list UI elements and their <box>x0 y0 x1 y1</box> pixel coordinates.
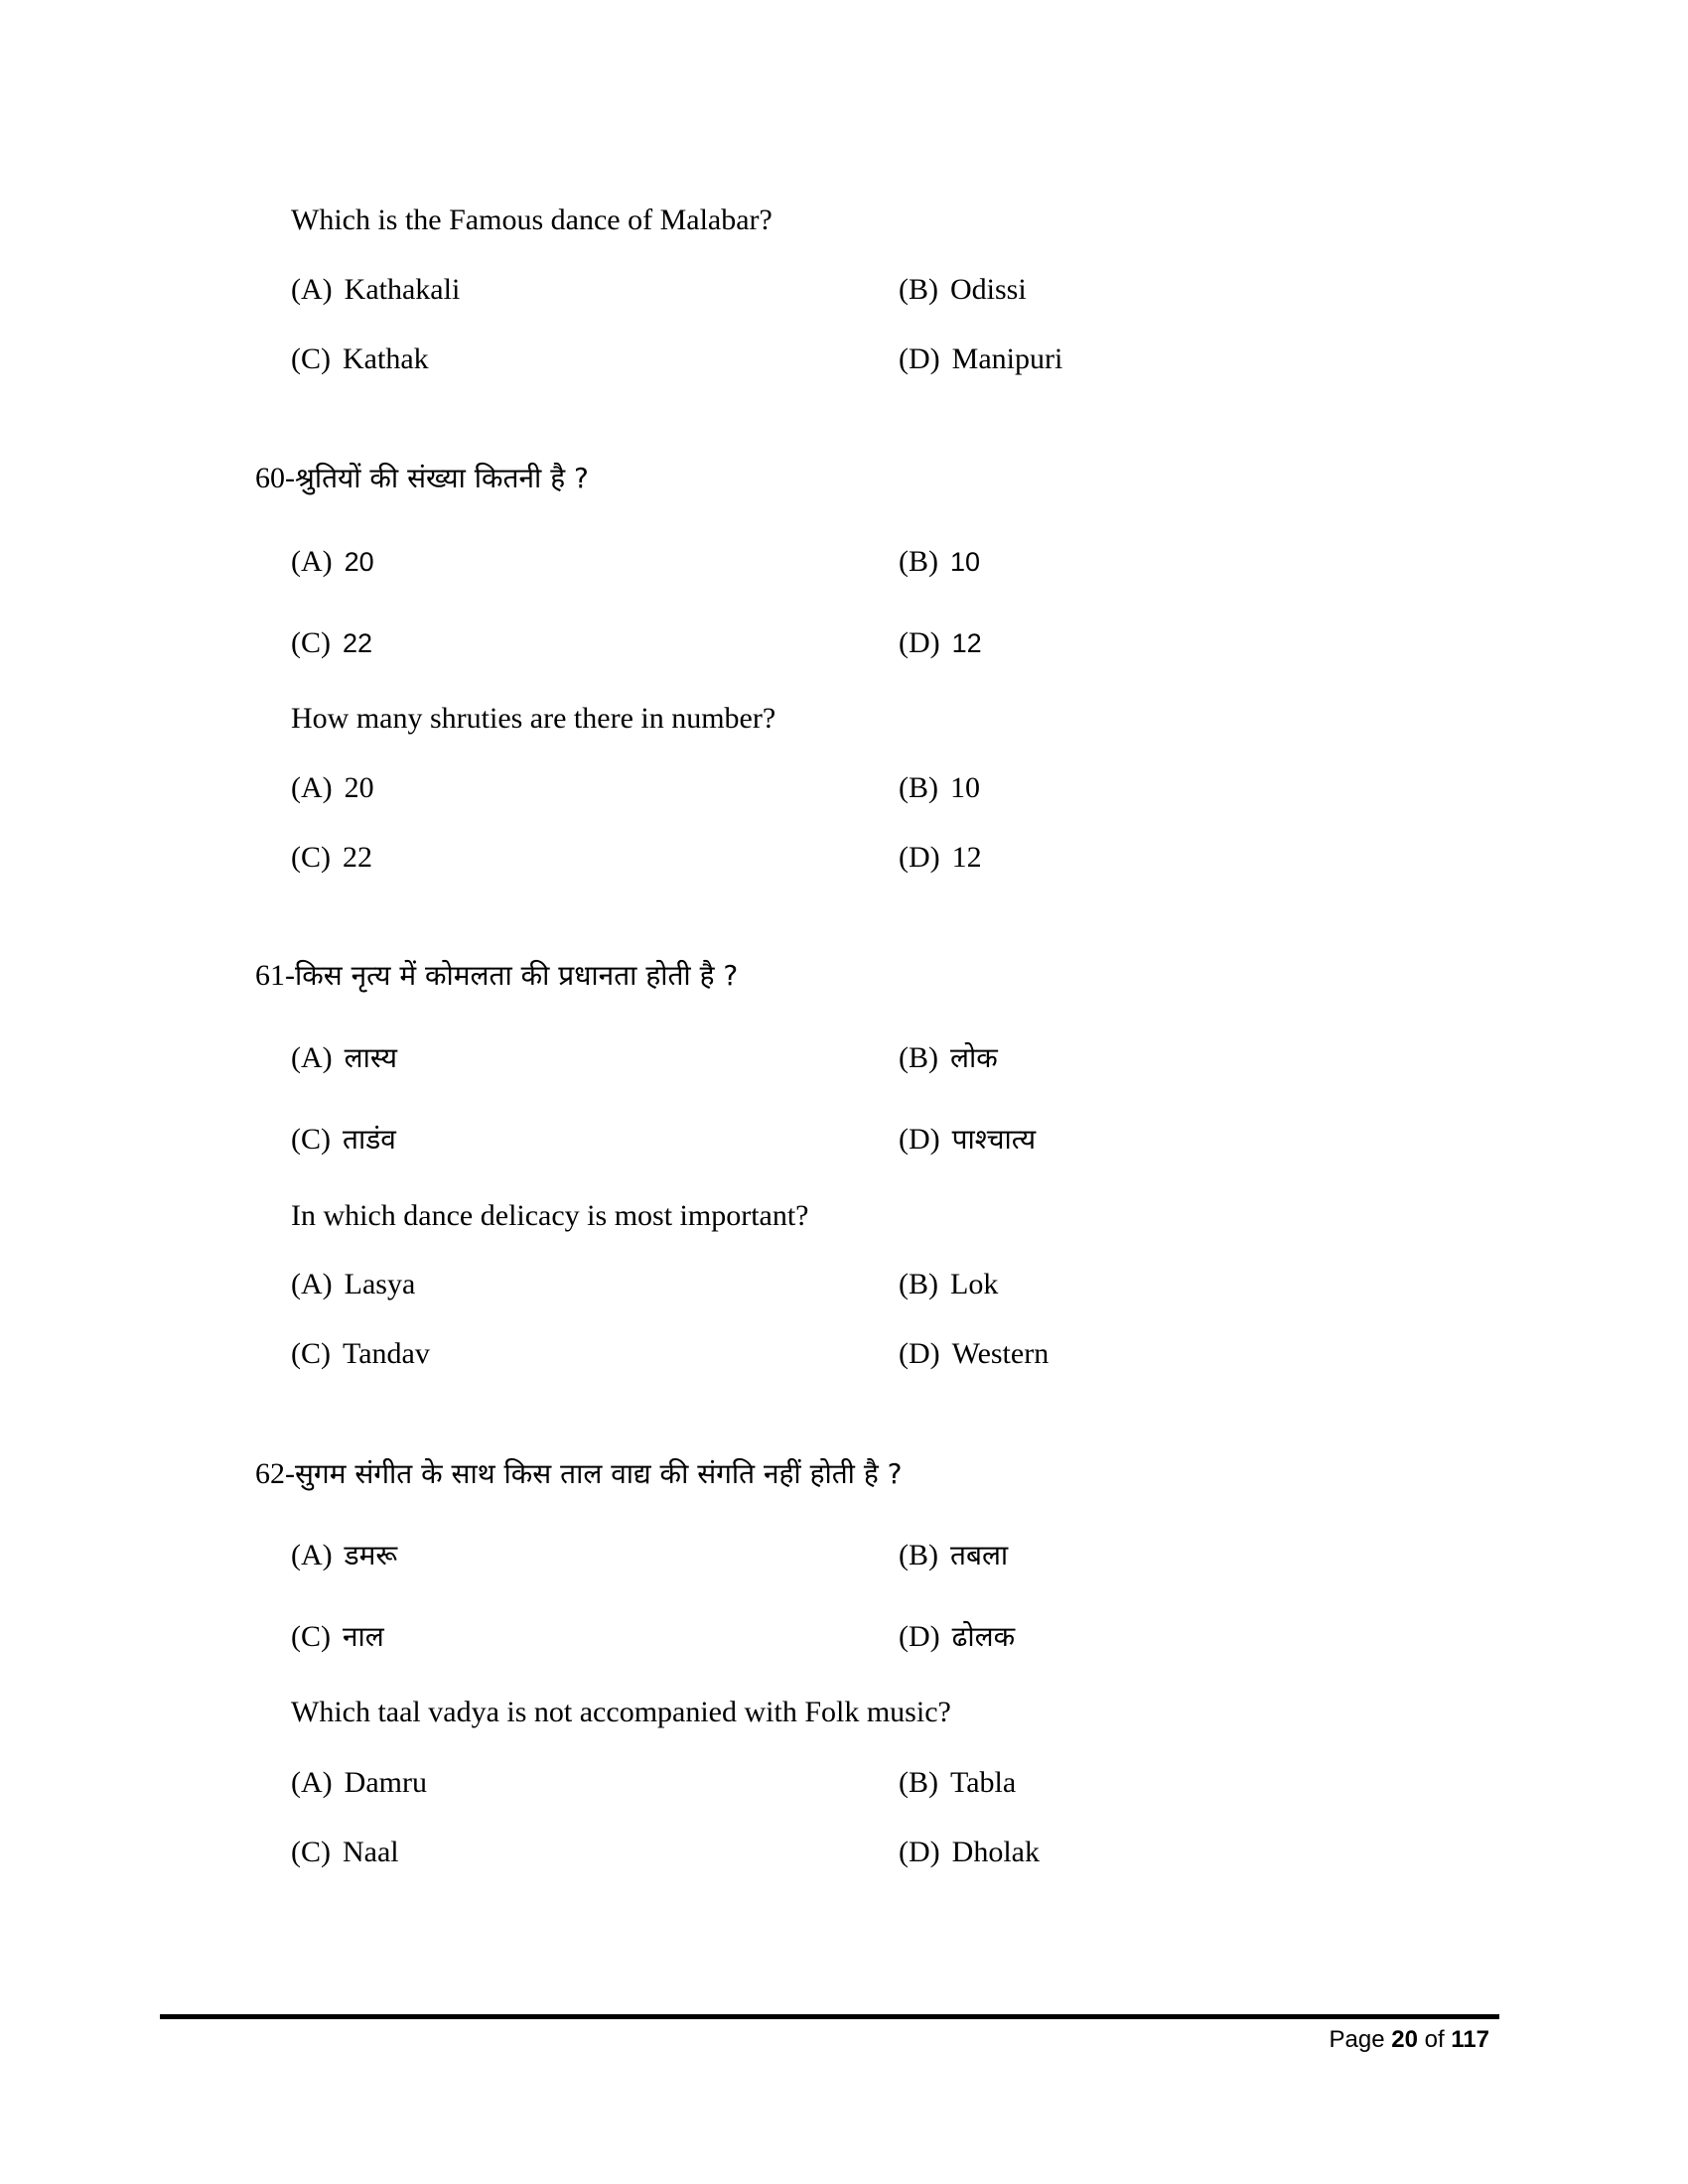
q60-en-option-c <box>291 838 372 878</box>
q60-hi-option-c <box>291 623 372 663</box>
option-text: Kathak <box>343 342 429 375</box>
question-61-hindi <box>255 956 738 996</box>
option-label: (C) <box>291 342 331 375</box>
option-label: (D) <box>899 626 940 659</box>
option-label: (A) <box>291 273 333 306</box>
q61-en-option-c <box>291 1334 430 1374</box>
question-text: सुगम संगीत के साथ किस ताल वाद्य की संगति नहीं होती है ? <box>295 1457 903 1490</box>
q61-hi-option-b <box>899 1038 998 1078</box>
option-text: ताडंव <box>343 1123 396 1156</box>
option-label: (B) <box>899 545 938 578</box>
option-text: ढोलक <box>951 1620 1016 1653</box>
q61-hi-option-a <box>291 1038 397 1078</box>
option-label: (C) <box>291 841 331 874</box>
option-text: Damru <box>344 1766 427 1799</box>
q62-hi-option-d <box>899 1617 1015 1657</box>
option-text: Tandav <box>343 1337 430 1370</box>
q60-en-option-d <box>899 838 982 878</box>
option-text: 22 <box>343 841 372 874</box>
q60-hi-option-d <box>899 623 982 663</box>
option-text: Lasya <box>344 1268 416 1300</box>
question-text: किस नृत्य में कोमलता की प्रधानता होती है ? <box>295 959 739 992</box>
q59-option-d <box>899 340 1062 379</box>
q61-hi-option-d <box>899 1120 1036 1160</box>
question-60-english: How many shruties are there in number? <box>291 702 776 735</box>
option-label: (C) <box>291 1123 331 1156</box>
question-text: श्रुतियों की संख्या कितनी है ? <box>295 462 589 494</box>
option-text: 12 <box>951 841 982 874</box>
option-label: (D) <box>899 1337 940 1370</box>
option-label: (A) <box>291 771 333 804</box>
q60-en-option-a <box>291 768 374 808</box>
q62-en-option-c <box>291 1833 399 1872</box>
question-61-english: In which dance delicacy is most important? <box>291 1199 809 1232</box>
option-label: (C) <box>291 626 331 659</box>
option-text: Western <box>951 1337 1050 1370</box>
option-text: Odissi <box>950 273 1027 306</box>
option-text: 10 <box>950 547 981 577</box>
option-text: पाश्चात्य <box>951 1123 1037 1156</box>
option-label: (C) <box>291 1836 331 1868</box>
option-label: (D) <box>899 841 940 874</box>
option-text: Kathakali <box>344 273 461 306</box>
q62-hi-option-c <box>291 1617 384 1657</box>
option-text: 12 <box>951 628 982 658</box>
footer-divider <box>160 2014 1499 2019</box>
option-label: (A) <box>291 545 333 578</box>
option-label: (A) <box>291 1268 333 1300</box>
q60-hi-option-b <box>899 542 980 582</box>
option-label: (D) <box>899 1836 940 1868</box>
option-label: (C) <box>291 1620 331 1653</box>
current-page: 20 <box>1391 2026 1418 2053</box>
option-text: Tabla <box>950 1766 1017 1799</box>
option-label: (D) <box>899 1620 940 1653</box>
q62-en-option-a <box>291 1763 427 1803</box>
q60-en-option-b <box>899 768 980 808</box>
q60-hi-option-a <box>291 542 374 582</box>
option-text: लोक <box>950 1041 998 1074</box>
total-pages: 117 <box>1451 2026 1489 2053</box>
page-number <box>1329 2026 1489 2054</box>
option-label: (A) <box>291 1766 333 1799</box>
q62-hi-option-b <box>899 1536 1008 1575</box>
option-text: Dholak <box>951 1836 1040 1868</box>
option-text: 22 <box>343 628 373 658</box>
option-text: नाल <box>343 1620 384 1653</box>
option-text: 10 <box>950 771 980 804</box>
q59-option-b <box>899 270 1027 310</box>
q61-en-option-d <box>899 1334 1049 1374</box>
q61-hi-option-c <box>291 1120 396 1160</box>
q61-en-option-a <box>291 1265 415 1304</box>
option-label: (B) <box>899 273 938 306</box>
option-label: (B) <box>899 1268 938 1300</box>
option-text: 20 <box>344 547 374 577</box>
option-text: तबला <box>950 1539 1009 1571</box>
option-label: (C) <box>291 1337 331 1370</box>
option-text: डमरू <box>344 1539 398 1571</box>
q62-en-option-b <box>899 1763 1016 1803</box>
option-text: Lok <box>950 1268 999 1300</box>
option-label: (A) <box>291 1041 333 1074</box>
question-62-hindi <box>255 1454 902 1494</box>
question-number: 62- <box>255 1457 295 1490</box>
q61-en-option-b <box>899 1265 998 1304</box>
q62-hi-option-a <box>291 1536 397 1575</box>
question-62-english: Which taal vadya is not accompanied with Folk music? <box>291 1696 951 1728</box>
option-label: (D) <box>899 342 940 375</box>
option-label: (B) <box>899 771 938 804</box>
option-label: (B) <box>899 1766 938 1799</box>
option-label: (B) <box>899 1539 938 1571</box>
question-59-english: Which is the Famous dance of Malabar? <box>291 204 773 236</box>
option-text: Manipuri <box>951 342 1063 375</box>
option-label: (A) <box>291 1539 333 1571</box>
q62-en-option-d <box>899 1833 1040 1872</box>
of-label: of <box>1424 2026 1445 2053</box>
option-label: (D) <box>899 1123 940 1156</box>
question-60-hindi <box>255 459 589 498</box>
q59-option-c <box>291 340 429 379</box>
q59-option-a <box>291 270 460 310</box>
option-text: लास्य <box>344 1041 398 1074</box>
question-number: 60- <box>255 462 295 494</box>
option-text: 20 <box>344 771 374 804</box>
page-prefix: Page <box>1329 2026 1385 2053</box>
option-text: Naal <box>343 1836 399 1868</box>
question-number: 61- <box>255 959 295 992</box>
option-label: (B) <box>899 1041 938 1074</box>
